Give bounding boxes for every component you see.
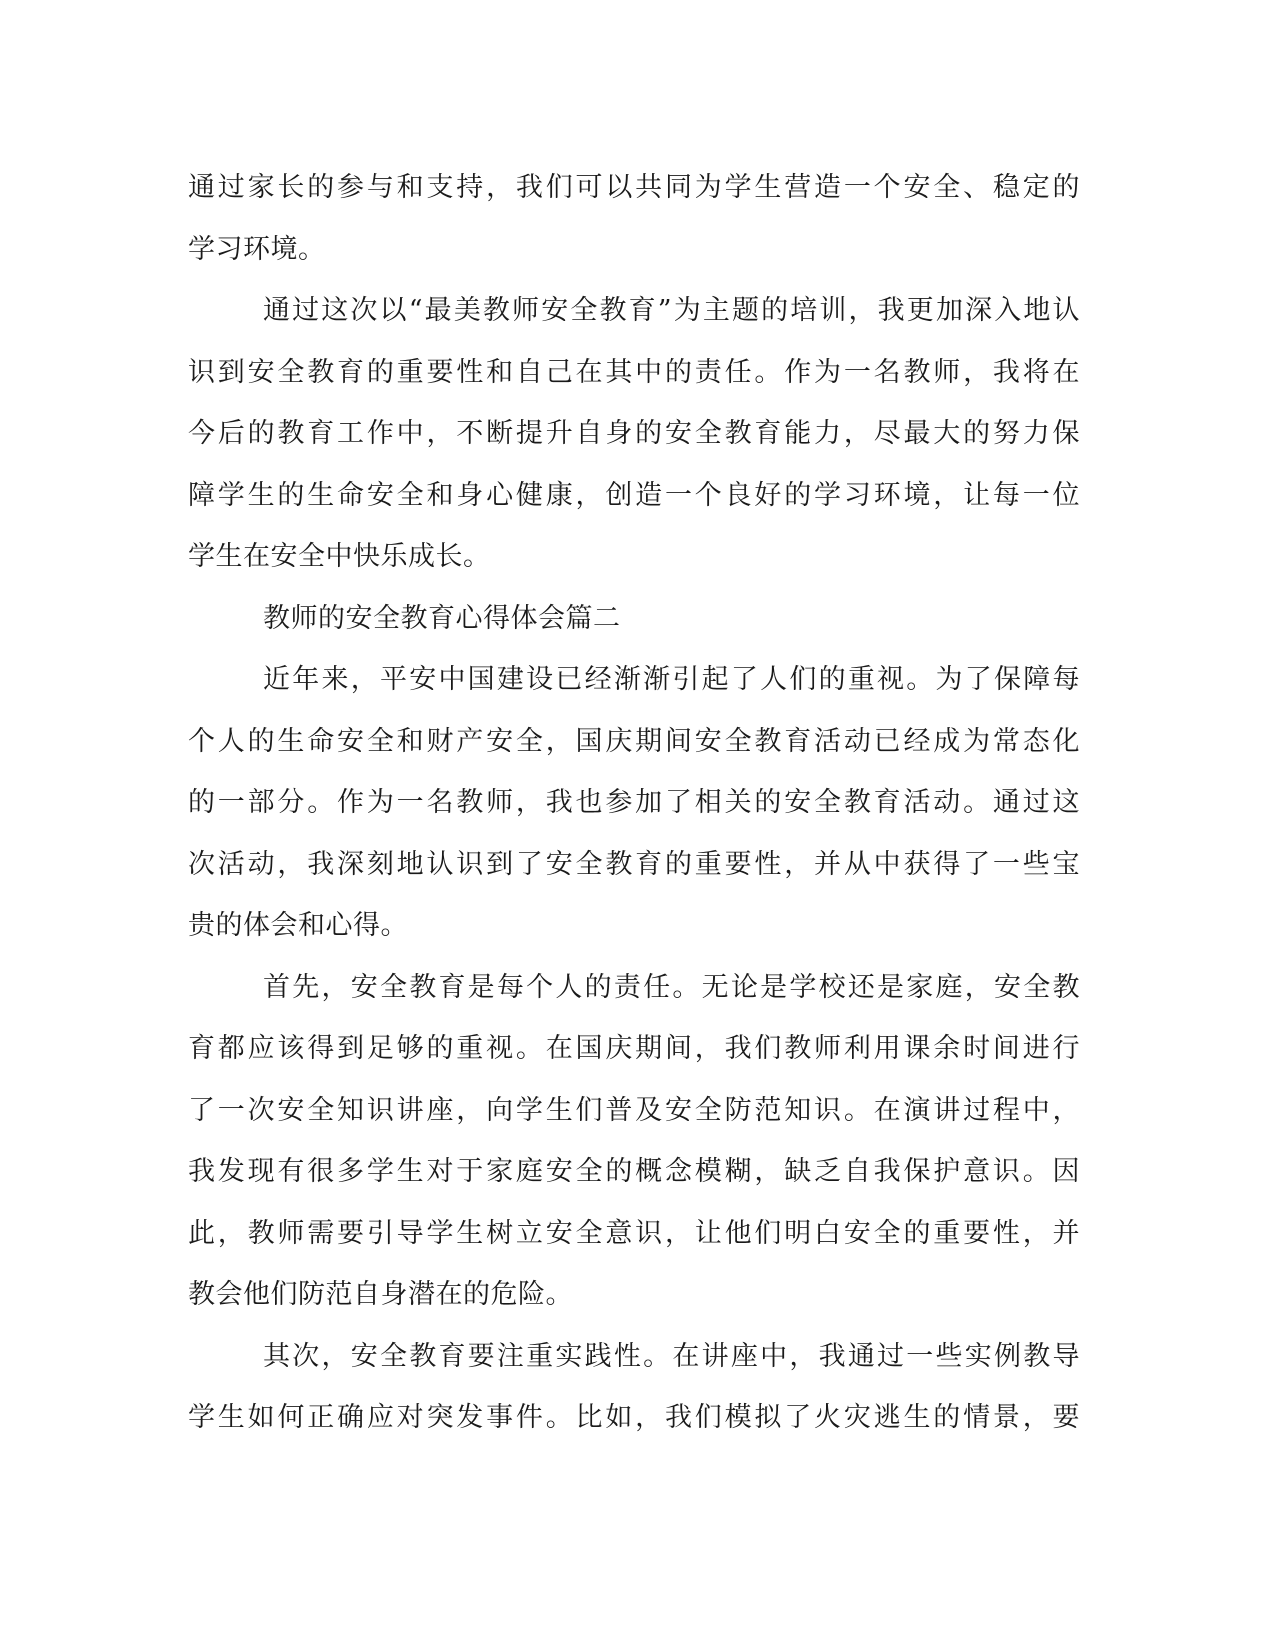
paragraph-4-line-5: 贵的体会和心得。 [188,910,408,941]
paragraph-4-line-4: 次活动，我深刻地认识到了安全教育的重要性，并从中获得了一些宝 [188,848,1080,880]
paragraph-5-line-6: 教会他们防范自身潜在的危险。 [188,1279,573,1310]
paragraph-5-line-3: 了一次安全知识讲座，向学生们普及安全防范知识。在演讲过程中， [188,1094,1080,1126]
paragraph-2-line-2: 识到安全教育的重要性和自己在其中的责任。作为一名教师，我将在 [188,356,1080,388]
paragraph-4-line-3: 的一部分。作为一名教师，我也参加了相关的安全教育活动。通过这 [188,787,1080,818]
paragraph-5-line-4: 我发现有很多学生对于家庭安全的概念模糊，缺乏自我保护意识。因 [188,1156,1080,1187]
paragraph-5-line-5: 此，教师需要引导学生树立安全意识，让他们明白安全的重要性，并 [188,1217,1080,1249]
document-page [188,157,1080,1449]
paragraph-2-line-4: 障学生的生命安全和身心健康，创造一个良好的学习环境，让每一位 [188,479,1080,511]
paragraph-2-line-3: 今后的教育工作中，不断提升自身的安全教育能力，尽最大的努力保 [188,418,1080,449]
paragraph-5-line-2: 育都应该得到足够的重视。在国庆期间，我们教师利用课余时间进行 [188,1033,1080,1064]
paragraph-2-line-1: 通过这次以“最美教师安全教育”为主题的培训，我更加深入地认 [263,295,1080,326]
paragraph-4-line-1: 近年来，平安中国建设已经渐渐引起了人们的重视。为了保障每 [263,664,1080,695]
paragraph-6-line-2: 学生如何正确应对突发事件。比如，我们模拟了火灾逃生的情景，要 [188,1402,1080,1433]
paragraph-3-line-1: 教师的安全教育心得体会篇二 [263,602,621,634]
paragraph-2-line-5: 学生在安全中快乐成长。 [188,541,491,572]
paragraph-1-line-1: 通过家长的参与和支持，我们可以共同为学生营造一个安全、稳定的 [188,172,1080,203]
paragraph-4-line-2: 个人的生命安全和财产安全，国庆期间安全教育活动已经成为常态化 [188,725,1080,757]
paragraph-6-line-1: 其次，安全教育要注重实践性。在讲座中，我通过一些实例教导 [263,1340,1080,1372]
paragraph-5-line-1: 首先，安全教育是每个人的责任。无论是学校还是家庭，安全教 [263,971,1080,1003]
paragraph-1-line-2: 学习环境。 [188,233,326,265]
